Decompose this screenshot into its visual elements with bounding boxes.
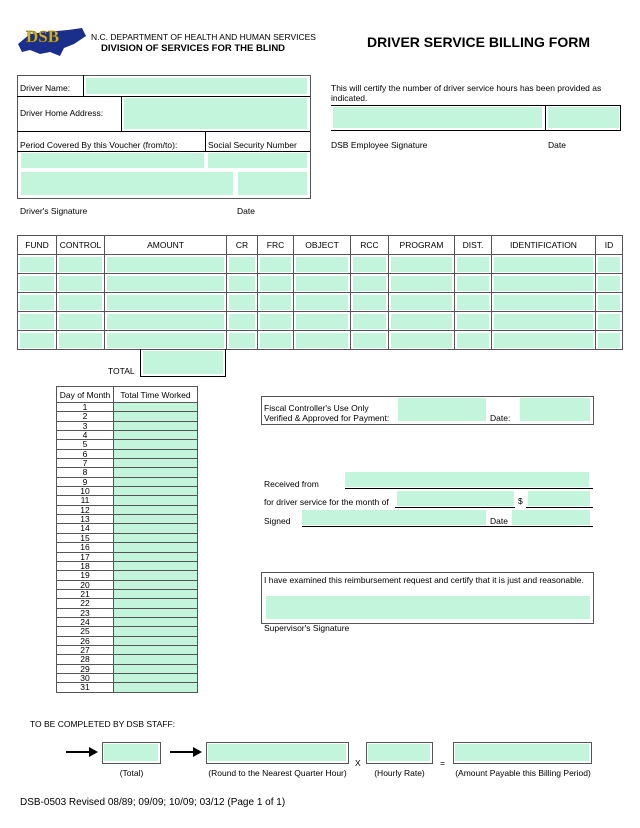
accounting-cell-field[interactable] <box>494 295 593 310</box>
accounting-cell-field[interactable] <box>59 295 102 310</box>
day-row <box>57 561 198 570</box>
day-time-field[interactable] <box>114 561 198 570</box>
accounting-cell-field[interactable] <box>59 257 102 272</box>
accounting-cell <box>596 255 623 274</box>
day-time-field[interactable] <box>114 496 198 505</box>
day-time-field[interactable] <box>114 617 198 626</box>
day-row <box>57 468 198 477</box>
accounting-cell-field[interactable] <box>494 257 593 272</box>
accounting-cell-field[interactable] <box>598 276 620 291</box>
period-field[interactable] <box>21 153 204 168</box>
day-time-field[interactable] <box>114 627 198 636</box>
accounting-cell-field[interactable] <box>457 257 489 272</box>
staff-amount-field[interactable] <box>455 744 589 761</box>
accounting-row <box>18 331 623 350</box>
accounting-cell <box>57 293 105 312</box>
accounting-cell <box>227 255 258 274</box>
staff-round-label: (Round to the Nearest Quarter Hour) <box>208 768 347 778</box>
col-control: CONTROL <box>57 236 105 255</box>
received-from-field[interactable] <box>345 472 589 487</box>
day-number: 15 <box>57 533 114 542</box>
employee-signature-field[interactable] <box>333 107 542 128</box>
driver-signature-date-field[interactable] <box>238 172 307 195</box>
staff-round-field[interactable] <box>208 744 346 761</box>
accounting-cell-field[interactable] <box>59 333 102 348</box>
day-row <box>57 599 198 608</box>
period-label: Period Covered By this Voucher (from/to): <box>20 140 178 150</box>
employee-signature-label: DSB Employee Signature <box>331 140 428 150</box>
arrow-1-head <box>89 747 98 757</box>
day-number: 18 <box>57 561 114 570</box>
day-time-field[interactable] <box>114 449 198 458</box>
day-time-field[interactable] <box>114 636 198 645</box>
accounting-cell <box>57 255 105 274</box>
day-time-field[interactable] <box>114 580 198 589</box>
accounting-cell-field[interactable] <box>457 276 489 291</box>
received-from-label: Received from <box>264 479 319 489</box>
accounting-cell-field[interactable] <box>260 333 291 348</box>
day-number: 2 <box>57 412 114 421</box>
accounting-cell-field[interactable] <box>296 276 348 291</box>
accounting-cell <box>258 331 294 350</box>
accounting-cell <box>105 255 227 274</box>
ssn-label: Social Security Number <box>208 140 297 150</box>
day-row <box>57 655 198 664</box>
day-number: 21 <box>57 589 114 598</box>
day-number: 9 <box>57 477 114 486</box>
day-number: 25 <box>57 627 114 636</box>
day-number: 28 <box>57 655 114 664</box>
day-number: 3 <box>57 421 114 430</box>
month-field[interactable] <box>397 491 514 506</box>
accounting-cell <box>57 312 105 331</box>
total-time-header: Total Time Worked <box>114 387 198 403</box>
fiscal-approval-field[interactable] <box>398 398 486 421</box>
division-name: DIVISION OF SERVICES FOR THE BLIND <box>101 43 286 54</box>
accounting-cell <box>105 331 227 350</box>
accounting-cell-field[interactable] <box>296 314 348 329</box>
accounting-cell <box>389 312 455 331</box>
day-time-field[interactable] <box>114 533 198 542</box>
day-time-field[interactable] <box>114 589 198 598</box>
day-row <box>57 449 198 458</box>
accounting-cell <box>455 255 492 274</box>
day-time-field[interactable] <box>114 487 198 496</box>
day-time-field[interactable] <box>114 440 198 449</box>
day-row <box>57 673 198 682</box>
accounting-cell <box>227 312 258 331</box>
accounting-cell-field[interactable] <box>391 314 452 329</box>
accounting-cell-field[interactable] <box>260 276 291 291</box>
accounting-cell <box>57 331 105 350</box>
month-label: for driver service for the month of <box>264 497 389 507</box>
accounting-cell-field[interactable] <box>107 333 224 348</box>
day-row <box>57 505 198 514</box>
day-row <box>57 543 198 552</box>
staff-rate-field[interactable] <box>368 744 430 761</box>
signed-label: Signed <box>264 516 291 526</box>
driver-name-field[interactable] <box>86 78 307 94</box>
supervisor-text: I have examined this reimbursement request and certify that it is just and reasonable. <box>264 575 584 585</box>
day-time-field[interactable] <box>114 599 198 608</box>
fiscal-date-field[interactable] <box>520 398 590 421</box>
accounting-cell-field[interactable] <box>598 257 620 272</box>
staff-total-label: (Total) <box>119 768 144 778</box>
day-time-field[interactable] <box>114 412 198 421</box>
col-cr: CR <box>227 236 258 255</box>
day-number: 8 <box>57 468 114 477</box>
accounting-cell-field[interactable] <box>229 257 255 272</box>
accounting-cell <box>18 331 57 350</box>
accounting-cell <box>294 312 351 331</box>
accounting-cell-field[interactable] <box>229 276 255 291</box>
staff-amount-label: (Amount Payable this Billing Period) <box>455 768 591 778</box>
day-of-month-header: Day of Month <box>57 387 114 403</box>
accounting-cell-field[interactable] <box>59 276 102 291</box>
driver-address-label: Driver Home Address: <box>20 108 104 118</box>
accounting-cell <box>455 293 492 312</box>
day-row <box>57 403 198 412</box>
day-time-field[interactable] <box>114 468 198 477</box>
day-number: 6 <box>57 449 114 458</box>
day-number: 12 <box>57 505 114 514</box>
day-number: 14 <box>57 524 114 533</box>
arrow-2 <box>170 751 194 753</box>
day-row <box>57 636 198 645</box>
dsb-logo <box>16 22 88 60</box>
day-row <box>57 431 198 440</box>
day-row <box>57 421 198 430</box>
accounting-cell-field[interactable] <box>296 295 348 310</box>
accounting-cell-field[interactable] <box>494 314 593 329</box>
accounting-cell <box>455 312 492 331</box>
day-row <box>57 617 198 626</box>
driver-name-label: Driver Name: <box>20 83 71 93</box>
accounting-cell-field[interactable] <box>391 333 452 348</box>
day-time-field[interactable] <box>114 608 198 617</box>
accounting-cell <box>492 274 596 293</box>
col-program: PROGRAM <box>389 236 455 255</box>
accounting-cell <box>492 312 596 331</box>
signed-field[interactable] <box>302 510 486 525</box>
signed-date-label: Date <box>490 516 508 526</box>
day-row <box>57 440 198 449</box>
accounting-cell-field[interactable] <box>391 276 452 291</box>
accounting-cell <box>18 274 57 293</box>
accounting-cell-field[interactable] <box>260 257 291 272</box>
accounting-cell-field[interactable] <box>296 333 348 348</box>
accounting-cell <box>389 293 455 312</box>
day-number: 31 <box>57 683 114 692</box>
accounting-cell <box>389 331 455 350</box>
supervisor-signature-label: Supervisor's Signature <box>264 623 350 633</box>
accounting-cell <box>294 274 351 293</box>
accounting-row <box>18 274 623 293</box>
accounting-cell-field[interactable] <box>107 276 224 291</box>
day-time-field[interactable] <box>114 673 198 682</box>
day-time-field[interactable] <box>114 683 198 692</box>
accounting-cell-field[interactable] <box>353 276 386 291</box>
accounting-cell <box>227 331 258 350</box>
day-number: 27 <box>57 645 114 654</box>
arrow-1 <box>66 751 90 753</box>
day-number: 22 <box>57 599 114 608</box>
accounting-cell-field[interactable] <box>20 257 54 272</box>
accounting-cell <box>105 293 227 312</box>
col-fund: FUND <box>18 236 57 255</box>
accounting-cell-field[interactable] <box>598 333 620 348</box>
day-time-field[interactable] <box>114 421 198 430</box>
accounting-cell <box>105 274 227 293</box>
staff-total-field[interactable] <box>104 744 158 761</box>
accounting-cell <box>351 255 389 274</box>
accounting-cell <box>596 274 623 293</box>
day-number: 10 <box>57 487 114 496</box>
day-number: 19 <box>57 571 114 580</box>
accounting-cell <box>227 293 258 312</box>
supervisor-signature-field[interactable] <box>266 596 590 619</box>
day-row <box>57 496 198 505</box>
accounting-cell <box>351 312 389 331</box>
driver-signature-field[interactable] <box>21 172 233 195</box>
accounting-cell <box>455 331 492 350</box>
accounting-cell <box>18 255 57 274</box>
staff-rate-label: (Hourly Rate) <box>374 768 425 778</box>
driver-address-field[interactable] <box>124 98 307 129</box>
day-number: 13 <box>57 515 114 524</box>
day-time-field[interactable] <box>114 655 198 664</box>
day-row <box>57 533 198 542</box>
accounting-cell-field[interactable] <box>20 276 54 291</box>
day-row <box>57 664 198 673</box>
accounting-cell <box>596 331 623 350</box>
accounting-cell-field[interactable] <box>457 295 489 310</box>
accounting-cell-field[interactable] <box>229 314 255 329</box>
accounting-cell <box>294 331 351 350</box>
day-row <box>57 477 198 486</box>
accounting-cell-field[interactable] <box>457 314 489 329</box>
day-time-field[interactable] <box>114 571 198 580</box>
day-number: 16 <box>57 543 114 552</box>
accounting-cell <box>389 255 455 274</box>
accounting-cell <box>258 293 294 312</box>
accounting-cell <box>351 274 389 293</box>
day-row <box>57 589 198 598</box>
day-time-field[interactable] <box>114 459 198 468</box>
day-row <box>57 524 198 533</box>
accounting-cell-field[interactable] <box>353 295 386 310</box>
accounting-cell-field[interactable] <box>353 257 386 272</box>
accounting-cell-field[interactable] <box>260 295 291 310</box>
accounting-cell-field[interactable] <box>391 295 452 310</box>
day-number: 29 <box>57 664 114 673</box>
col-identification: IDENTIFICATION <box>492 236 596 255</box>
accounting-cell-field[interactable] <box>353 333 386 348</box>
day-number: 24 <box>57 617 114 626</box>
employee-date-field[interactable] <box>548 107 619 128</box>
day-number: 17 <box>57 552 114 561</box>
day-row <box>57 487 198 496</box>
day-time-field[interactable] <box>114 524 198 533</box>
day-row <box>57 645 198 654</box>
accounting-cell-field[interactable] <box>229 333 255 348</box>
day-time-field[interactable] <box>114 664 198 673</box>
day-time-field[interactable] <box>114 515 198 524</box>
day-number: 7 <box>57 459 114 468</box>
col-object: OBJECT <box>294 236 351 255</box>
accounting-cell-field[interactable] <box>494 276 593 291</box>
accounting-cell <box>389 274 455 293</box>
fiscal-date-label: Date: <box>490 413 511 423</box>
accounting-table <box>17 235 623 350</box>
days-table <box>56 386 198 693</box>
accounting-cell <box>258 274 294 293</box>
accounting-cell-field[interactable] <box>20 314 54 329</box>
driver-signature-label: Driver's Signature <box>20 206 88 216</box>
day-time-field[interactable] <box>114 543 198 552</box>
accounting-cell-field[interactable] <box>296 257 348 272</box>
svg-text:DSB: DSB <box>26 27 60 46</box>
col-amount: AMOUNT <box>105 236 227 255</box>
staff-heading: TO BE COMPLETED BY DSB STAFF: <box>30 719 176 729</box>
day-number: 30 <box>57 673 114 682</box>
accounting-cell <box>351 293 389 312</box>
col-dist: DIST. <box>455 236 492 255</box>
driver-date-label: Date <box>237 206 255 216</box>
accounting-cell <box>596 312 623 331</box>
accounting-cell-field[interactable] <box>391 257 452 272</box>
fiscal-line1: Fiscal Controller's Use Only <box>264 403 369 413</box>
accounting-cell-field[interactable] <box>107 295 224 310</box>
day-number: 11 <box>57 496 114 505</box>
employee-date-label: Date <box>548 140 566 150</box>
day-row <box>57 608 198 617</box>
accounting-cell-field[interactable] <box>20 333 54 348</box>
ssn-field[interactable] <box>208 153 307 168</box>
accounting-cell-field[interactable] <box>107 257 224 272</box>
accounting-cell <box>258 255 294 274</box>
day-time-field[interactable] <box>114 403 198 412</box>
total-amount-field[interactable] <box>143 351 223 374</box>
accounting-cell <box>294 255 351 274</box>
arrow-2-head <box>193 747 202 757</box>
accounting-cell <box>258 312 294 331</box>
day-number: 4 <box>57 431 114 440</box>
accounting-cell <box>57 274 105 293</box>
accounting-row <box>18 293 623 312</box>
day-number: 1 <box>57 403 114 412</box>
accounting-cell-field[interactable] <box>598 295 620 310</box>
accounting-row <box>18 312 623 331</box>
day-row <box>57 459 198 468</box>
accounting-cell-field[interactable] <box>20 295 54 310</box>
form-footer: DSB-0503 Revised 08/89; 09/09; 10/09; 03/12 (Page 1 of 1) <box>20 797 286 808</box>
accounting-cell <box>105 312 227 331</box>
accounting-cell-field[interactable] <box>260 314 291 329</box>
accounting-cell <box>227 274 258 293</box>
day-time-field[interactable] <box>114 505 198 514</box>
accounting-cell-field[interactable] <box>353 314 386 329</box>
day-row <box>57 571 198 580</box>
day-time-field[interactable] <box>114 645 198 654</box>
accounting-cell <box>492 293 596 312</box>
equals-sign: = <box>440 758 445 768</box>
accounting-cell <box>351 331 389 350</box>
accounting-cell <box>492 255 596 274</box>
accounting-row <box>18 255 623 274</box>
day-row <box>57 552 198 561</box>
accounting-cell <box>596 293 623 312</box>
col-id: ID <box>596 236 623 255</box>
accounting-cell <box>492 331 596 350</box>
multiply-sign: X <box>355 758 361 768</box>
accounting-cell-field[interactable] <box>598 314 620 329</box>
accounting-cell <box>18 312 57 331</box>
day-row <box>57 515 198 524</box>
accounting-cell-field[interactable] <box>59 314 102 329</box>
accounting-cell-field[interactable] <box>229 295 255 310</box>
accounting-cell <box>18 293 57 312</box>
accounting-cell-field[interactable] <box>457 333 489 348</box>
fiscal-line2: Verified & Approved for Payment: <box>264 413 390 423</box>
dollar-sign: $ <box>518 496 523 506</box>
col-rcc: RCC <box>351 236 389 255</box>
amount-field[interactable] <box>528 491 590 506</box>
day-number: 23 <box>57 608 114 617</box>
accounting-cell <box>294 293 351 312</box>
day-time-field[interactable] <box>114 477 198 486</box>
day-row <box>57 412 198 421</box>
form-title: DRIVER SERVICE BILLING FORM <box>367 34 590 50</box>
day-row <box>57 627 198 636</box>
certify-text: This will certify the number of driver service hours has been provided as indicated. <box>331 83 602 103</box>
accounting-cell-field[interactable] <box>494 333 593 348</box>
accounting-cell <box>455 274 492 293</box>
day-number: 20 <box>57 580 114 589</box>
department-name: N.C. DEPARTMENT OF HEALTH AND HUMAN SERVICES <box>91 32 316 42</box>
day-number: 26 <box>57 636 114 645</box>
day-row <box>57 580 198 589</box>
days-header-row <box>57 387 198 403</box>
day-time-field[interactable] <box>114 431 198 440</box>
signed-date-field[interactable] <box>512 510 590 525</box>
day-row <box>57 683 198 692</box>
accounting-header-row <box>18 236 623 255</box>
day-time-field[interactable] <box>114 552 198 561</box>
col-frc: FRC <box>258 236 294 255</box>
total-label: TOTAL <box>108 366 135 376</box>
accounting-cell-field[interactable] <box>107 314 224 329</box>
day-number: 5 <box>57 440 114 449</box>
